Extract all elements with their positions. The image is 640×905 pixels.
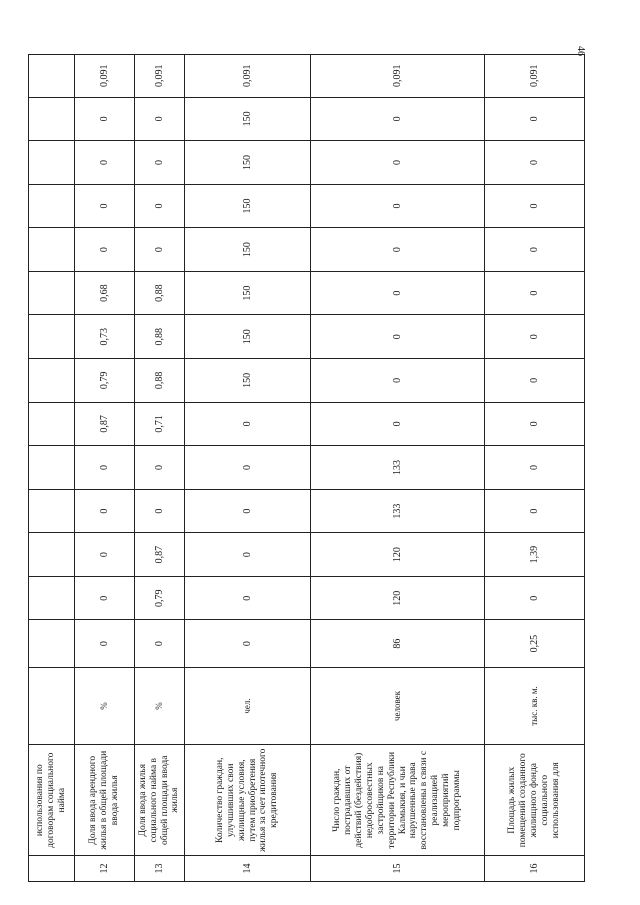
value-cell: 0 (185, 576, 311, 620)
value-cell: 0,091 (135, 55, 185, 98)
value-cell: 0 (75, 446, 135, 490)
value-cell: 0 (75, 141, 135, 185)
value-cell (29, 97, 75, 141)
value-cell: 150 (185, 97, 311, 141)
value-cell (29, 315, 75, 359)
value-cell: 0 (185, 402, 311, 446)
value-cell: 0,68 (75, 271, 135, 315)
value-cell: 0 (485, 489, 585, 533)
value-cell: 0,091 (185, 55, 311, 98)
value-cell: 0 (485, 446, 585, 490)
value-cell (29, 359, 75, 403)
value-cell (29, 228, 75, 272)
value-cell: 0 (485, 359, 585, 403)
value-cell: 0 (485, 576, 585, 620)
unit-cell: % (75, 667, 135, 745)
unit-cell: % (135, 667, 185, 745)
value-cell: 0 (135, 489, 185, 533)
value-cell (29, 141, 75, 185)
table-row (185, 55, 311, 882)
value-cell (29, 446, 75, 490)
value-cell: 0,87 (135, 533, 185, 577)
table-row (29, 55, 75, 882)
unit-cell (29, 667, 75, 745)
value-cell: 0 (135, 228, 185, 272)
value-cell: 0,88 (135, 359, 185, 403)
value-cell: 0 (75, 184, 135, 228)
value-cell (29, 533, 75, 577)
value-cell: 0 (185, 446, 311, 490)
value-cell: 0,88 (135, 271, 185, 315)
value-cell: 0 (135, 141, 185, 185)
value-cell: 0 (485, 97, 585, 141)
unit-cell: человек (311, 667, 485, 745)
value-cell: 0 (311, 141, 485, 185)
value-cell (29, 620, 75, 667)
unit-cell: тыс. кв. м. (485, 667, 585, 745)
value-cell: 0 (75, 97, 135, 141)
indicator-name: Доля ввода арендного жилья в общей площади ввода жилья (75, 745, 135, 856)
value-cell: 0 (485, 315, 585, 359)
row-number: 16 (485, 856, 585, 882)
table-row (311, 55, 485, 882)
value-cell: 0 (485, 228, 585, 272)
value-cell (29, 184, 75, 228)
value-cell: 0,79 (75, 359, 135, 403)
value-cell: 0 (485, 141, 585, 185)
unit-cell: чел. (185, 667, 311, 745)
value-cell: 120 (311, 533, 485, 577)
value-cell: 1,39 (485, 533, 585, 577)
value-cell: 0 (485, 271, 585, 315)
value-cell: 0 (311, 184, 485, 228)
value-cell (29, 576, 75, 620)
value-cell: 0 (311, 402, 485, 446)
row-number: 14 (185, 856, 311, 882)
indicator-table-wrapper (28, 54, 584, 882)
value-cell: 0 (135, 446, 185, 490)
indicator-name: использования по договорам социального найма (29, 745, 75, 856)
value-cell: 0 (135, 184, 185, 228)
value-cell: 86 (311, 620, 485, 667)
table-row (485, 55, 585, 882)
table-row (75, 55, 135, 882)
value-cell: 0 (311, 97, 485, 141)
indicator-name: Число граждан, пострадавших от действий (бездействия) недобросовестных застройщиков на территории Республики Калмыкия, и чьи нарушенные права восстановлены в связи с реализацией мероприятий подпрограммы (311, 745, 485, 856)
indicator-name: Количество граждан, улучшивших свои жилищные условия, путем приобретения жилья за счет ипотечного кредитования (185, 745, 311, 856)
value-cell: 0 (75, 576, 135, 620)
value-cell: 0,25 (485, 620, 585, 667)
row-number: 13 (135, 856, 185, 882)
value-cell: 150 (185, 271, 311, 315)
value-cell: 0 (135, 620, 185, 667)
value-cell: 150 (185, 315, 311, 359)
value-cell: 0 (311, 271, 485, 315)
value-cell: 133 (311, 489, 485, 533)
value-cell: 0 (185, 533, 311, 577)
value-cell: 150 (185, 141, 311, 185)
page-number: 46 (575, 46, 586, 56)
value-cell: 0 (311, 228, 485, 272)
value-cell: 0 (135, 97, 185, 141)
value-cell: 0,79 (135, 576, 185, 620)
value-cell: 150 (185, 184, 311, 228)
value-cell: 0,091 (75, 55, 135, 98)
row-number: 12 (75, 856, 135, 882)
value-cell: 0 (485, 184, 585, 228)
row-number: 15 (311, 856, 485, 882)
value-cell: 0,73 (75, 315, 135, 359)
value-cell (29, 402, 75, 446)
value-cell: 0 (75, 533, 135, 577)
value-cell (29, 489, 75, 533)
value-cell: 0 (311, 359, 485, 403)
value-cell: 0,71 (135, 402, 185, 446)
value-cell: 0 (75, 620, 135, 667)
value-cell: 0 (311, 315, 485, 359)
value-cell: 150 (185, 359, 311, 403)
value-cell: 0 (185, 489, 311, 533)
value-cell: 0,091 (485, 55, 585, 98)
value-cell: 150 (185, 228, 311, 272)
value-cell: 0 (75, 489, 135, 533)
table-row (135, 55, 185, 882)
row-number (29, 856, 75, 882)
indicator-table (28, 54, 585, 882)
value-cell: 0 (485, 402, 585, 446)
indicator-name: Доля ввода жилья социального найма в общей площади ввода жилья (135, 745, 185, 856)
value-cell: 120 (311, 576, 485, 620)
value-cell: 133 (311, 446, 485, 490)
value-cell: 0 (75, 228, 135, 272)
value-cell (29, 55, 75, 98)
value-cell (29, 271, 75, 315)
value-cell: 0,87 (75, 402, 135, 446)
value-cell: 0 (185, 620, 311, 667)
indicator-name: Площадь жилых помещений созданного жилищного фонда социального использования для (485, 745, 585, 856)
value-cell: 0,091 (311, 55, 485, 98)
value-cell: 0,88 (135, 315, 185, 359)
